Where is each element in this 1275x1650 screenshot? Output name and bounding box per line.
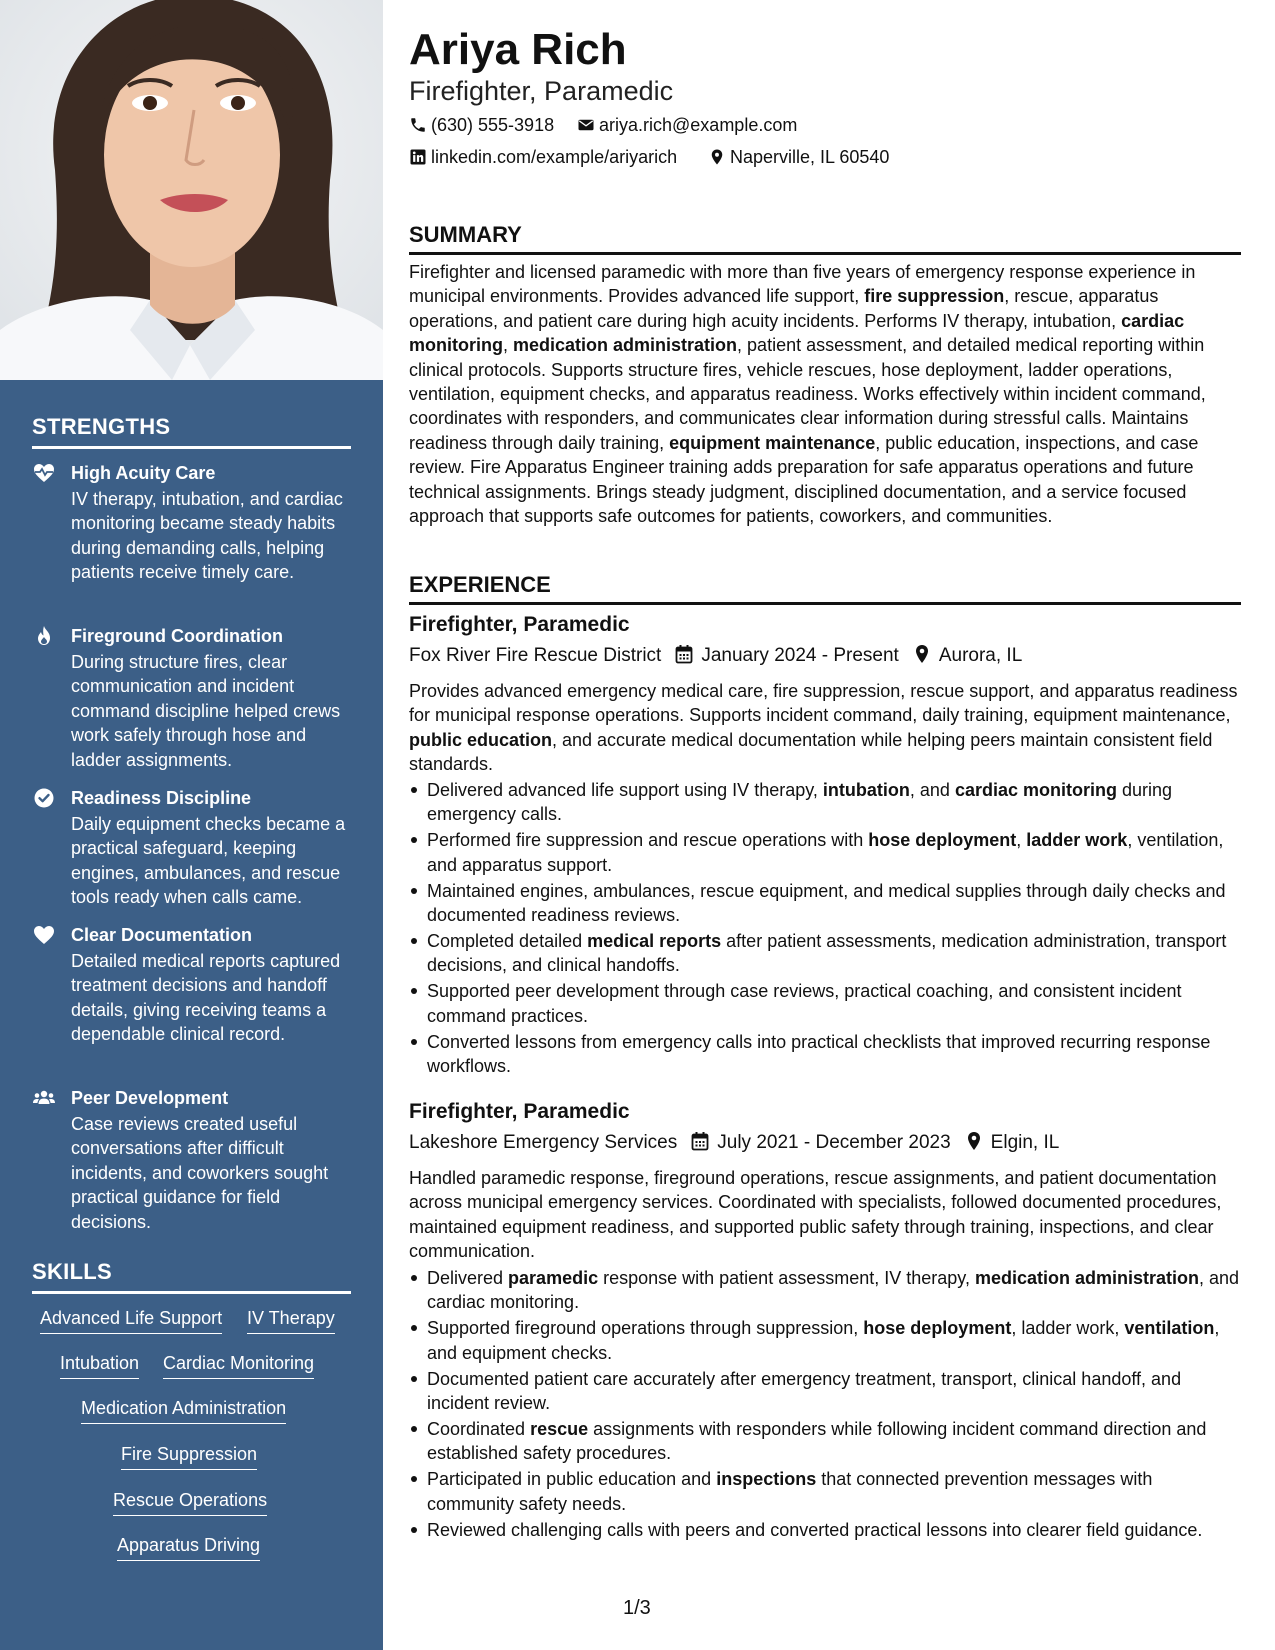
job-description <box>409 679 1241 777</box>
text-run: Supported peer development through case reviews, practical coaching, and consistent incident command practices. <box>427 981 1182 1026</box>
strength-text: Daily equipment checks became a practical safeguard, keeping engines, ambulances, and rescue tools ready when calls came. <box>71 814 346 908</box>
main-content <box>409 0 1241 1650</box>
sidebar <box>0 0 383 1650</box>
map-pin-icon <box>708 148 726 166</box>
skill-tag: Advanced Life Support <box>40 1306 222 1334</box>
bullet-item <box>409 778 1241 827</box>
strength-text: Case reviews created useful conversations after difficult incidents, and coworkers sought practical guidance for field decisions. <box>71 1114 329 1232</box>
experience-heading: EXPERIENCE <box>409 572 1241 605</box>
strength-title: Readiness Discipline <box>71 788 252 808</box>
bold-keyword: public education <box>409 729 553 750</box>
text-run: during emergency calls. <box>427 780 1173 825</box>
text-run: Maintained engines, ambulances, rescue equipment, and medical supplies through daily checks and documented readiness reviews. <box>427 880 1226 926</box>
text-run: Provides advanced emergency medical care, fire suppression, rescue support, and apparatus readiness for municipal response operations. Supports incident command, daily training, equipment maintenance, <box>409 681 1238 726</box>
text-run: Performed fire suppression and rescue operations with <box>427 830 869 851</box>
candidate-title: Firefighter, Paramedic <box>409 76 674 106</box>
job-meta <box>409 643 1022 669</box>
calendar-icon <box>675 644 693 664</box>
text-run: assignments with responders while following incident command direction and established safety procedures. <box>427 1418 1207 1464</box>
location-contact <box>708 145 889 169</box>
bold-keyword: medication administration <box>513 335 738 356</box>
job-title: Firefighter, Paramedic <box>409 1100 630 1123</box>
skill-tag: Intubation <box>60 1351 139 1379</box>
text-run: Converted lessons from emergency calls into practical checklists that improved recurring response workflows. <box>427 1031 1211 1076</box>
text-run: , patient assessment, and detailed medical reporting within clinical protocols. Supports structure fires, vehicle rescues, hose deployment, ladder operations, ventilation, equipment checks, and apparatus readiness. Works effectively within incident command, coordinates with responders, and communicates clear information during stressful calls. Maintains readiness through daily training, <box>409 335 1206 453</box>
linkedin-contact[interactable] <box>409 145 677 169</box>
calendar-icon <box>691 1131 709 1151</box>
text-run: , and accurate medical documentation while helping peers maintain consistent field standards. <box>409 729 1213 775</box>
text-run: , ventilation, and apparatus support. <box>427 830 1224 875</box>
text-run: , rescue, apparatus operations, and patient care during high acuity incidents. Performs IV therapy, intubation, <box>409 286 1159 331</box>
bold-keyword: hose deployment <box>863 1318 1012 1339</box>
text-run: , public education, inspections, and case review. Fire Apparatus Engineer training adds preparation for safe apparatus operations and future technical assignments. Brings steady judgment, disciplined documentation, and a service focused approach that supports safe outcomes for patients, coworkers, and communities. <box>409 432 1199 527</box>
strength-text: Detailed medical reports captured treatment decisions and handoff details, giving receiving teams a dependable clinical record. <box>71 951 341 1045</box>
bullet-item <box>409 929 1241 978</box>
strength-text: During structure fires, clear communication and incident command discipline helped crews work safely through hose and ladder assignments. <box>71 652 341 770</box>
text-run: , and <box>909 780 955 800</box>
skill-tag: IV Therapy <box>247 1306 335 1334</box>
bold-keyword: cardiac monitoring <box>409 310 1185 356</box>
text-run: Reviewed challenging calls with peers and converted practical lessons into clearer field guidance. <box>427 1519 1203 1540</box>
bold-keyword: hose deployment <box>868 830 1017 851</box>
users-icon <box>32 1086 56 1110</box>
bullet-item <box>409 1316 1241 1365</box>
bold-keyword: ladder work <box>1026 830 1128 851</box>
bold-keyword: rescue <box>530 1418 589 1439</box>
skills-heading: SKILLS <box>32 1259 351 1294</box>
location-text: Naperville, IL 60540 <box>730 147 890 167</box>
strength-title: Clear Documentation <box>71 925 253 945</box>
text-run: Documented patient care accurately after emergency treatment, transport, clinical handoff, and incident review. <box>427 1368 1182 1414</box>
email-contact[interactable] <box>577 113 797 137</box>
text-run: that connected prevention messages with community safety needs. <box>427 1469 1153 1514</box>
skill-tag: Cardiac Monitoring <box>163 1351 314 1379</box>
job-location: Aurora, IL <box>938 645 1023 666</box>
summary-text <box>409 260 1241 528</box>
job-description <box>409 1166 1241 1264</box>
text-run: after patient assessments, medication administration, transport decisions, and clinical handoffs. <box>427 930 1227 976</box>
text-run: Coordinated <box>427 1418 531 1439</box>
portrait-image <box>0 0 383 380</box>
bullet-item <box>409 828 1241 877</box>
bold-keyword: medical reports <box>587 930 722 951</box>
strength-title: Peer Development <box>71 1088 229 1108</box>
job-dates: July 2021 - December 2023 <box>717 1132 951 1153</box>
strength-text: IV therapy, intubation, and cardiac monitoring became steady habits during demanding calls, helping patients receive timely care. <box>71 489 343 583</box>
job-meta <box>409 1130 1059 1156</box>
text-run: , <box>502 335 513 356</box>
envelope-icon <box>577 116 595 134</box>
bullet-item <box>409 1266 1241 1315</box>
map-pin-icon <box>913 644 931 664</box>
job-dates: January 2024 - Present <box>701 645 899 666</box>
bullet-item <box>409 1467 1241 1516</box>
text-run: response with patient assessment, IV therapy, <box>598 1268 975 1288</box>
strength-title: Fireground Coordination <box>71 626 283 646</box>
bold-keyword: intubation <box>822 780 910 800</box>
linkedin-icon <box>409 148 427 166</box>
bold-keyword: equipment maintenance <box>669 432 876 453</box>
employer-name: Lakeshore Emergency Services <box>409 1132 678 1153</box>
skill-tag: Medication Administration <box>81 1396 286 1424</box>
heart-icon <box>32 923 56 947</box>
heartbeat-icon <box>32 461 56 485</box>
job-bullets <box>409 778 1241 1080</box>
bold-keyword: ventilation <box>1124 1318 1215 1339</box>
bullet-item <box>409 1367 1241 1416</box>
map-pin-icon <box>965 1131 983 1151</box>
job-location: Elgin, IL <box>990 1132 1060 1153</box>
text-run: Firefighter and licensed paramedic with more than five years of emergency response experience in municipal environments. Provides advanced life support, <box>409 262 1196 307</box>
employer-name: Fox River Fire Rescue District <box>409 645 662 666</box>
job-title: Firefighter, Paramedic <box>409 613 630 636</box>
text-run: , and cardiac monitoring. <box>427 1268 1240 1313</box>
email-text: ariya.rich@example.com <box>599 115 798 135</box>
phone-icon <box>409 116 427 134</box>
linkedin-text: linkedin.com/example/ariyarich <box>431 147 678 167</box>
skill-tag: Apparatus Driving <box>117 1533 260 1561</box>
text-run: Delivered <box>427 1268 509 1288</box>
bold-keyword: paramedic <box>508 1268 599 1288</box>
summary-heading: SUMMARY <box>409 222 1241 255</box>
bold-keyword: inspections <box>716 1469 817 1490</box>
text-run: , ladder work, <box>1011 1318 1125 1339</box>
bullet-item <box>409 879 1241 928</box>
bullet-item <box>409 979 1241 1028</box>
text-run: , and equipment checks. <box>427 1318 1220 1363</box>
text-run: Completed detailed <box>427 930 588 951</box>
text-run: , <box>1016 830 1027 851</box>
bold-keyword: cardiac monitoring <box>954 780 1117 800</box>
strengths-heading: STRENGTHS <box>32 414 351 449</box>
strength-title: High Acuity Care <box>71 463 216 483</box>
bullet-item <box>409 1417 1241 1466</box>
phone-contact <box>409 113 554 137</box>
skill-tag: Rescue Operations <box>113 1488 267 1516</box>
job-bullets <box>409 1266 1241 1543</box>
phone-text: (630) 555-3918 <box>431 115 555 135</box>
check-circle-icon <box>32 786 56 810</box>
bold-keyword: medication administration <box>974 1268 1199 1288</box>
skill-tag: Fire Suppression <box>121 1442 257 1470</box>
bullet-item <box>409 1518 1241 1542</box>
text-run: Handled paramedic response, fireground operations, rescue assignments, and patient documentation across municipal emergency services. Coordinated with specialists, followed documented procedures, maintained equipment readiness, and supported public safety through training, inspections, and clear communication. <box>409 1168 1222 1262</box>
flame-icon <box>32 624 56 648</box>
text-run: Supported fireground operations through suppression, <box>427 1318 864 1339</box>
bullet-item <box>409 1030 1241 1079</box>
page-number: 1/3 <box>623 1597 651 1619</box>
text-run: Participated in public education and <box>427 1469 717 1490</box>
bold-keyword: fire suppression <box>864 286 1005 307</box>
profile-photo <box>0 0 383 380</box>
text-run: Delivered advanced life support using IV therapy, <box>427 780 823 800</box>
candidate-name: Ariya Rich <box>409 25 627 74</box>
